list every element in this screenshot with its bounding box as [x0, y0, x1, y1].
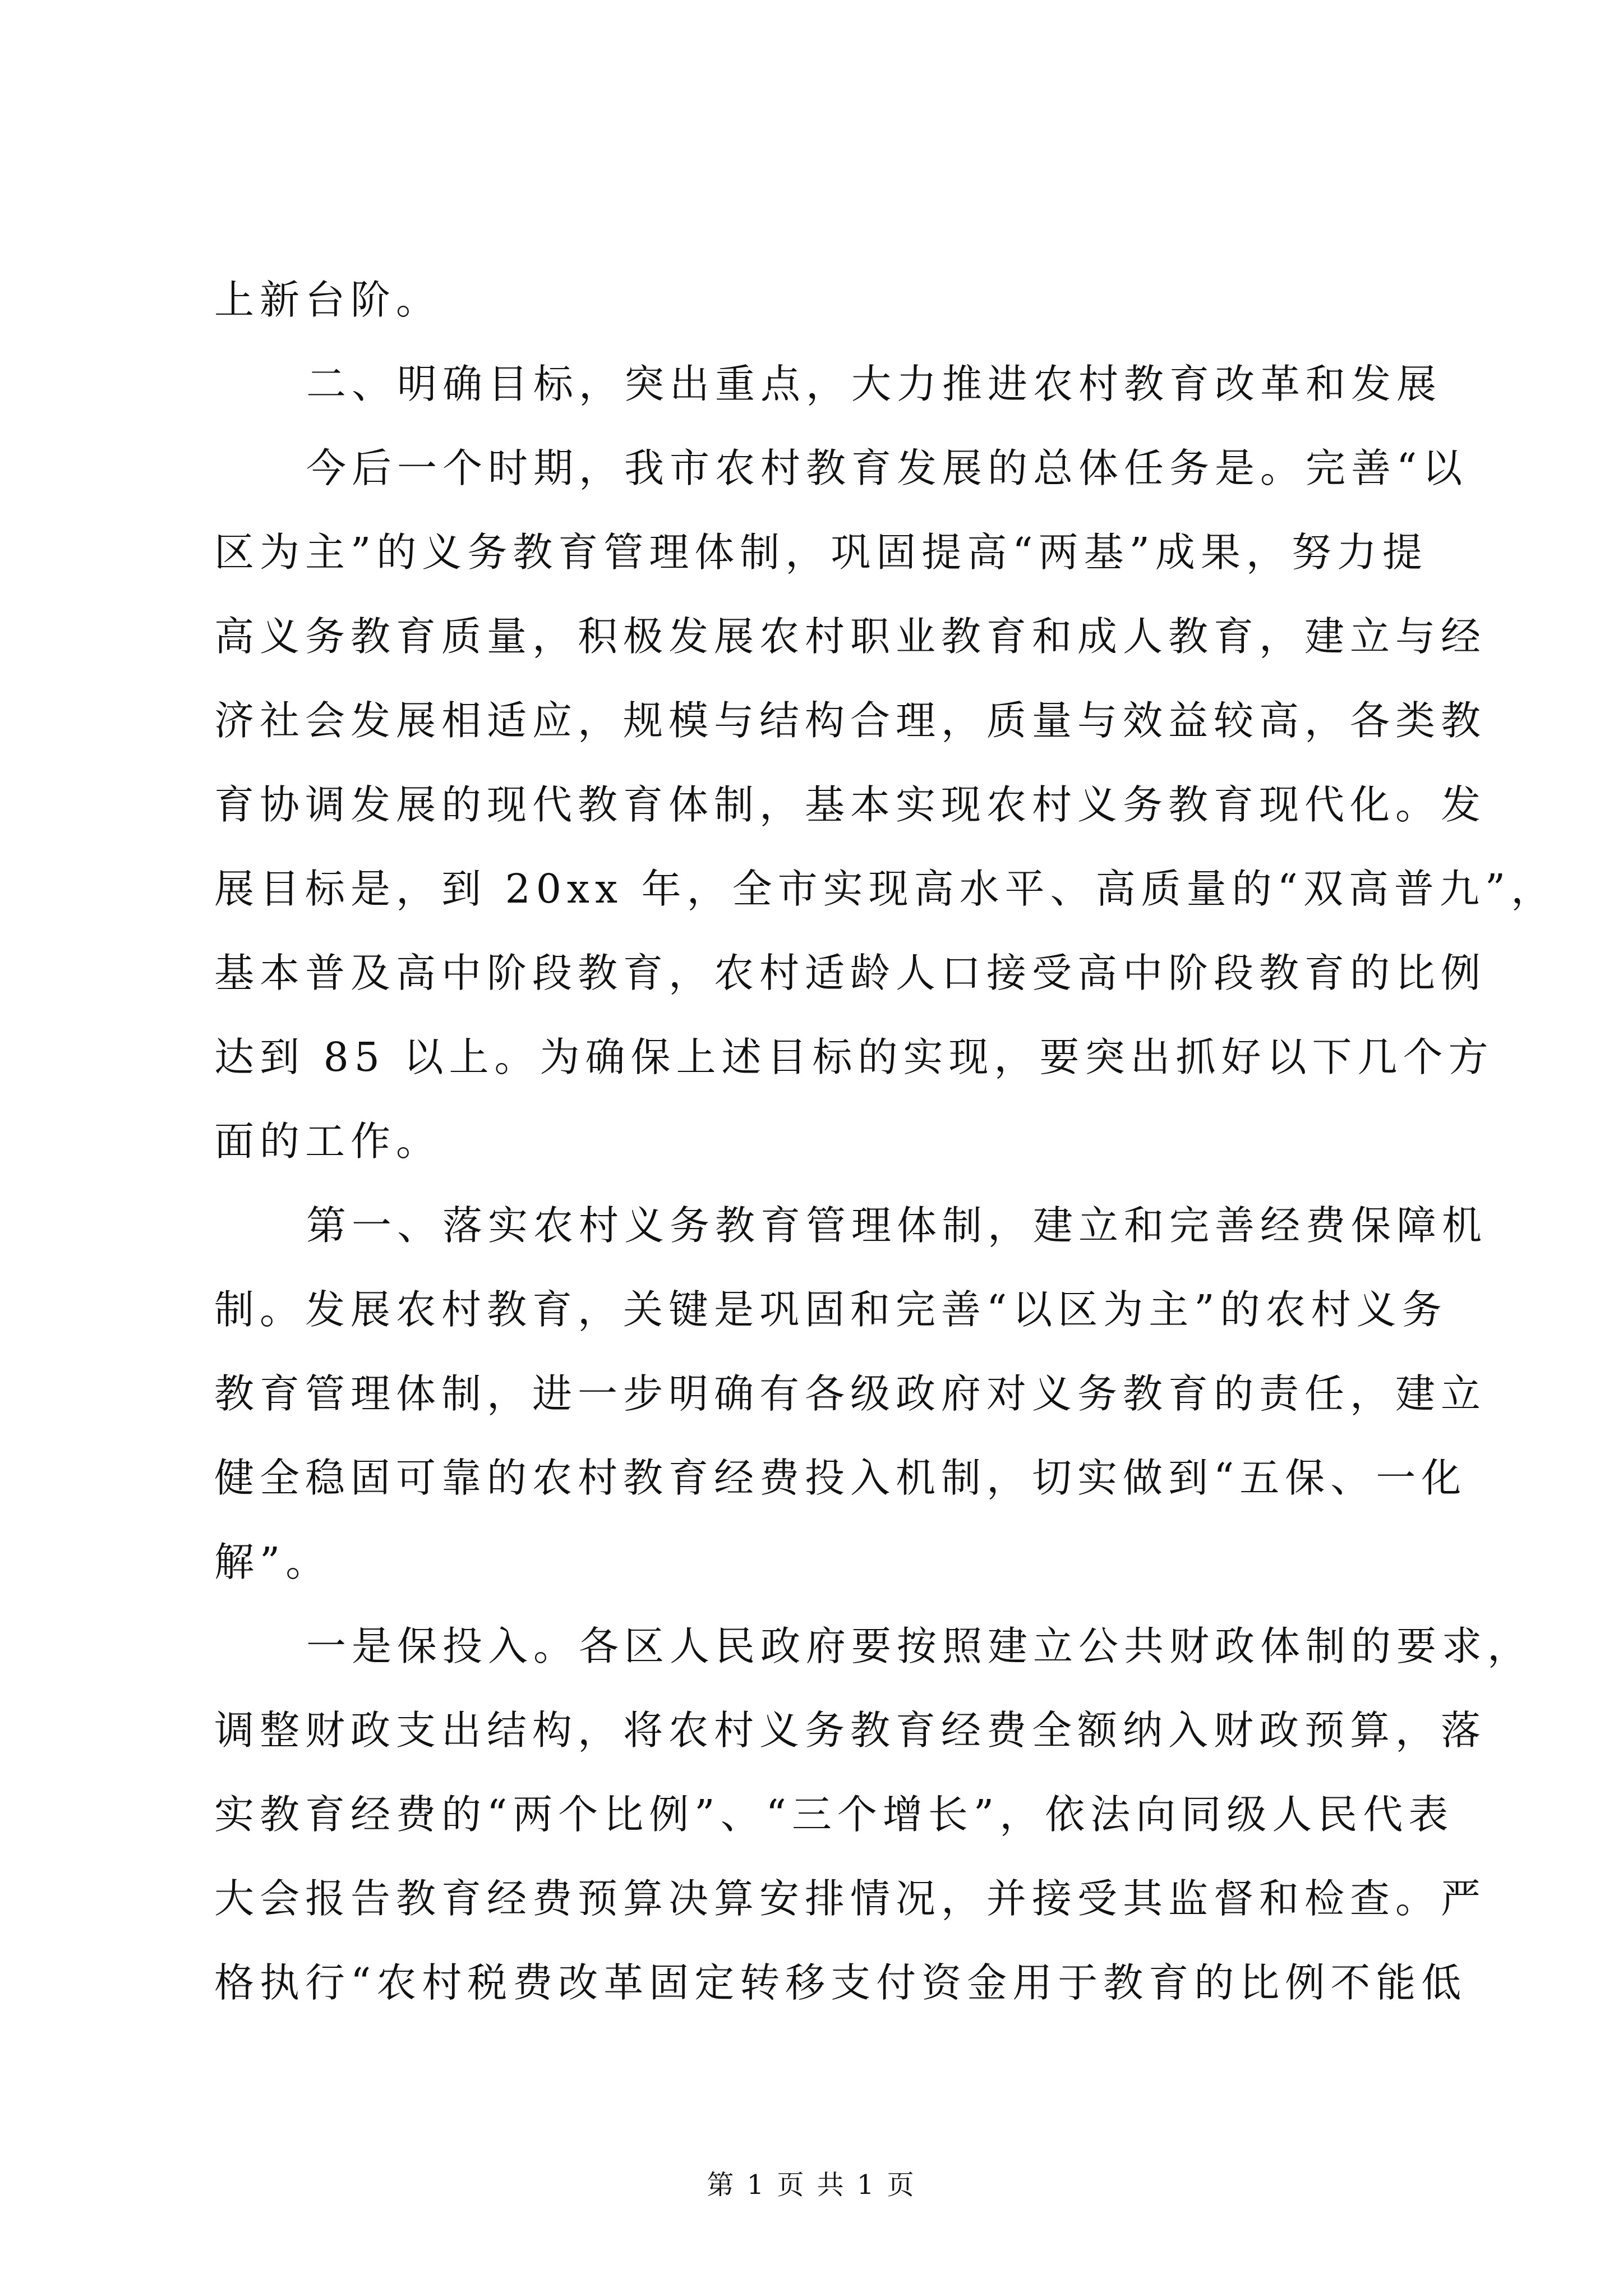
document-body [214, 258, 1557, 2025]
text-line: 大会报告教育经费预算决算安排情况，并接受其监督和检查。严 [214, 1875, 1487, 1922]
text-line: 制。发展农村教育，关键是巩固和完善“以区为主”的农村义务 [214, 1286, 1447, 1333]
text-line: 展目标是，到 20xx 年，全市实现高水平、高质量的“双高普九”， [214, 866, 1557, 912]
text-line: 育协调发展的现代教育体制，基本实现农村义务教育现代化。发 [214, 781, 1487, 828]
text-line: 上新台阶。 [214, 277, 442, 323]
section-heading: 二、明确目标，突出重点，大力推进农村教育改革和发展 [306, 361, 1442, 407]
text-line: 第一、落实农村义务教育管理体制，建立和完善经费保障机 [306, 1202, 1488, 1249]
text-line: 区为主”的义务教育管理体制，巩固提高“两基”成果，努力提 [214, 529, 1428, 576]
text-line: 基本普及高中阶段教育，农村适龄人口接受高中阶段教育的比例 [214, 950, 1487, 996]
text-line: 面的工作。 [214, 1118, 442, 1165]
text-line: 健全稳固可靠的农村教育经费投入机制，切实做到“五保、一化 [214, 1455, 1467, 1501]
text-line: 解”。 [214, 1539, 331, 1585]
text-line: 教育管理体制，进一步明确有各级政府对义务教育的责任，建立 [214, 1370, 1487, 1417]
page-number-label: 第 1 页 共 1 页 [707, 2169, 916, 2201]
text-line: 实教育经费的“两个比例”、“三个增长”，依法向同级人民代表 [214, 1791, 1454, 1838]
text-line: 调整财政支出结构，将农村义务教育经费全额纳入财政预算，落 [214, 1707, 1487, 1754]
text-line: 一是保投入。各区人民政府要按照建立公共财政体制的要求， [306, 1623, 1533, 1669]
text-line: 济社会发展相适应，规模与结构合理，质量与效益较高，各类教 [214, 697, 1487, 744]
page-footer [0, 2168, 1623, 2202]
text-line: 格执行“农村税费改革固定转移支付资金用于教育的比例不能低 [214, 1959, 1467, 2006]
text-line: 高义务教育质量，积极发展农村职业教育和成人教育，建立与经 [214, 613, 1487, 660]
text-line: 今后一个时期，我市农村教育发展的总体任务是。完善“以 [306, 445, 1468, 491]
text-line: 达到 85 以上。为确保上述目标的实现，要突出抓好以下几个方 [214, 1034, 1494, 1080]
